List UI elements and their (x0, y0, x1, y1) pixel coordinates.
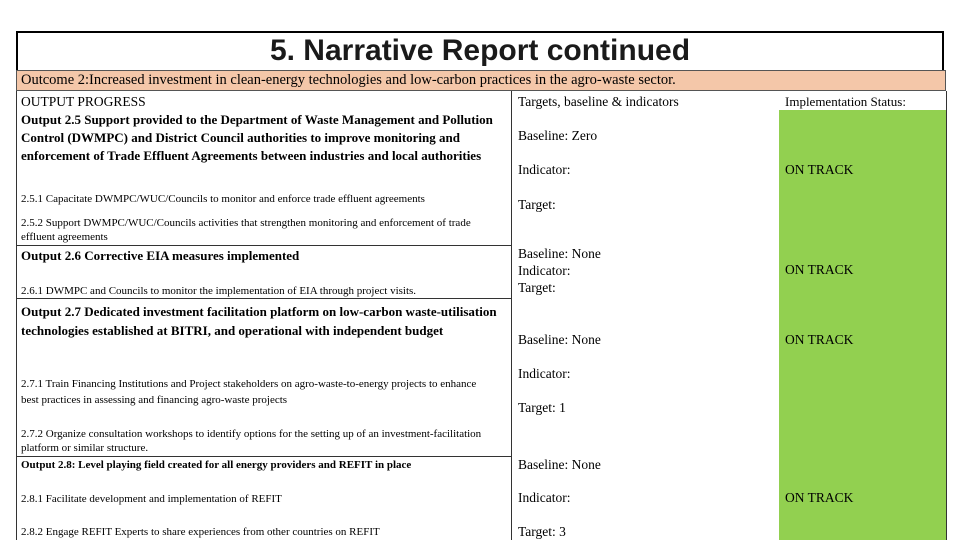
output-2-7-baseline: Baseline: None (518, 332, 601, 347)
table-right-border (946, 91, 947, 540)
header-status: Implementation Status: (785, 94, 906, 109)
output-2-5-title: Output 2.5 Support provided to the Department of Waste Management and Pollution Control (DWMPC) and District Council authorities to improve monitoring and enforcement of Trade Effluent Agreements between industries and local authorities (21, 112, 493, 163)
output-2-8-target: Target: 3 (518, 524, 566, 539)
outcome-banner: Outcome 2:Increased investment in clean-energy technologies and low-carbon practices in the agro-waste sector. (16, 70, 946, 91)
output-2-5-status: ON TRACK (785, 162, 854, 177)
output-2-7-target: Target: 1 (518, 400, 566, 415)
row-divider-3 (16, 456, 511, 457)
output-2-7-indicator: Indicator: (518, 366, 571, 381)
output-2-7-status: ON TRACK (785, 332, 854, 347)
header-targets: Targets, baseline & indicators (518, 94, 679, 109)
activity-2-8-2: 2.8.2 Engage REFIT Experts to share experiences from other countries on REFIT (21, 526, 380, 538)
output-2-6-status: ON TRACK (785, 262, 854, 277)
activity-2-5-1: 2.5.1 Capacitate DWMPC/WUC/Councils to monitor and enforce trade effluent agreements (21, 193, 425, 205)
output-2-5-target: Target: (518, 197, 556, 212)
output-2-8-baseline: Baseline: None (518, 457, 601, 472)
output-2-5-baseline: Baseline: Zero (518, 128, 598, 143)
output-2-8-indicator: Indicator: (518, 490, 571, 505)
column-divider-targets (511, 91, 512, 540)
page-title: 5. Narrative Report continued (269, 34, 691, 67)
output-2-8-title: Output 2.8: Level playing field created for all energy providers and REFIT in place (21, 459, 412, 471)
output-2-6-baseline: Baseline: None (518, 246, 601, 261)
header-output-progress: OUTPUT PROGRESS (21, 94, 146, 109)
output-2-7-title: Output 2.7 Dedicated investment facilitation platform on low-carbon waste-utilisation technologies established at BITRI, and operational with independent budget (21, 304, 497, 338)
output-2-8-status: ON TRACK (785, 490, 854, 505)
output-2-6-target: Target: (518, 280, 556, 295)
table-left-border (16, 91, 17, 540)
output-2-5-indicator: Indicator: (518, 162, 571, 177)
row-divider-1 (16, 245, 511, 246)
activity-2-7-1: 2.7.1 Train Financing Institutions and Project stakeholders on agro-waste-to-energy projects to enhance best practices in assessing and financing agro-waste projects (21, 378, 477, 406)
row-divider-2 (16, 298, 511, 299)
output-2-6-indicator: Indicator: (518, 263, 571, 278)
activity-2-5-2: 2.5.2 Support DWMPC/WUC/Councils activities that strengthen monitoring and enforcement of trade effluent agreements (21, 217, 471, 243)
activity-2-6-1: 2.6.1 DWMPC and Councils to monitor the implementation of EIA through project visits. (21, 285, 417, 297)
output-2-6-title: Output 2.6 Corrective EIA measures implemented (21, 248, 300, 263)
activity-2-7-2: 2.7.2 Organize consultation workshops to identify options for the setting up of an investment-facilitation platform or similar structure. (21, 428, 482, 454)
activity-2-8-1: 2.8.1 Facilitate development and implementation of REFIT (21, 493, 282, 505)
